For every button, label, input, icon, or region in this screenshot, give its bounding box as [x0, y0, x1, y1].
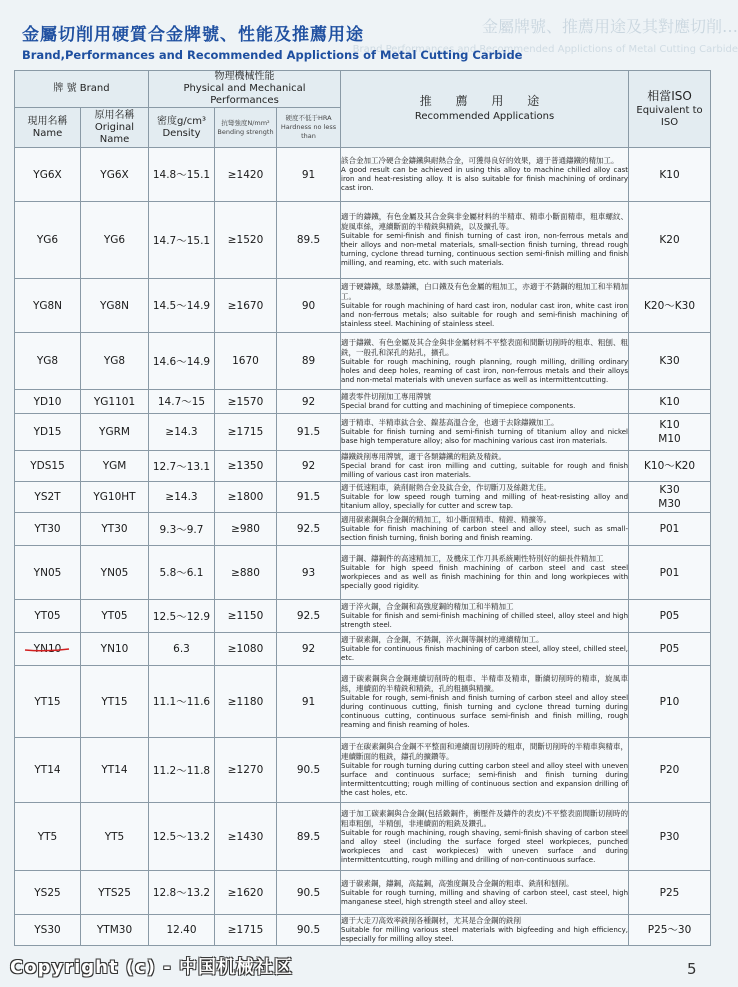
application-en: Suitable for finish turning and semi-finish turning of titanium alloy and nickel base high temperature alloy; also for machining various cast iron materials. — [341, 428, 629, 445]
brand-group-header — [15, 71, 149, 108]
iso-cell: P10 — [629, 666, 711, 738]
name-cell: YD15 — [15, 414, 81, 451]
density-cell: ≥14.3 — [149, 482, 215, 513]
original-name-cell: YN10 — [81, 633, 149, 666]
phys-group-header — [149, 71, 341, 108]
table-row — [15, 915, 711, 946]
density-cell: 14.6～14.9 — [149, 333, 215, 390]
application-cell — [341, 738, 629, 803]
application-en: Special brand for cast iron milling and cutting, suitable for rough and finish milling of various cast iron materials. — [341, 462, 629, 479]
application-cell — [341, 451, 629, 482]
name-cell: YT30 — [15, 513, 81, 546]
iso-cell: K30 M30 — [629, 482, 711, 513]
density-cell: 14.7～15 — [149, 390, 215, 414]
iso-cell: P01 — [629, 546, 711, 600]
bending-cell: ≥1350 — [215, 451, 277, 482]
iso-cell: K20～K30 — [629, 279, 711, 333]
iso-cn: 相當ISO — [647, 88, 692, 103]
iso-cell: P05 — [629, 633, 711, 666]
bending-cell: ≥1270 — [215, 738, 277, 803]
application-cell — [341, 414, 629, 451]
copyright-watermark: Copyright (c) - 中国机械社区 — [10, 957, 293, 978]
table-row — [15, 666, 711, 738]
name-cell: YT15 — [15, 666, 81, 738]
application-en: Suitable for rough turning during cutting carbon steel and alloy steel with uneven surface and continuous surface; semi-finish and finish turning during intermittentcutting; rough milling of continuous section and expansion drilling of the cast holes, etc. — [341, 762, 629, 797]
iso-cell: K10 M10 — [629, 414, 711, 451]
page-title: 金屬切削用硬質合金牌號、性能及推薦用途 — [22, 25, 364, 45]
original-name-cell: YT30 — [81, 513, 149, 546]
name-cell: YDS15 — [15, 451, 81, 482]
ghost-title-cn: 金屬牌號、推薦用途及其對應切削… — [481, 17, 738, 36]
application-cell — [341, 871, 629, 915]
hardness-en: Hardness no less than — [280, 123, 337, 140]
application-en: Suitable for continuous finish machining of carbon steel, alloy steel, chilled steel, etc. — [341, 645, 629, 662]
hardness-cell: 89.5 — [277, 202, 341, 279]
density-cell: 12.40 — [149, 915, 215, 946]
density-cell: 14.7～15.1 — [149, 202, 215, 279]
application-cn: 適于大走刀高效率銑削各種鋼材，尤其是合金鋼的銑削 — [341, 916, 522, 925]
ghost-title-en: Brand,Performances and Recommended Applictions of Metal Cutting Carbide — [352, 44, 738, 55]
application-en: Suitable for semi-finish and finish turning of cast iron, non-ferrous metals and their alloys and non-metal materials, small-section finish turning, thread rough turning, cyclone thread turning, continuous section semi-finish milling and finish milling, and reaming, etc. with such materials. — [341, 232, 629, 267]
table-row — [15, 333, 711, 390]
application-cell — [341, 390, 629, 414]
rec-cn: 推 薦 用 途 — [419, 94, 550, 108]
original-name-cell: YG1101 — [81, 390, 149, 414]
bending-cell: ≥980 — [215, 513, 277, 546]
iso-cell: K10 — [629, 148, 711, 202]
name-cell: YS30 — [15, 915, 81, 946]
application-cn: 適于碳素鋼，合金鋼，不銹鋼，淬火鋼等鋼材的連續精加工。 — [341, 635, 544, 644]
table-row — [15, 390, 711, 414]
table-row — [15, 279, 711, 333]
iso-cell: P05 — [629, 600, 711, 633]
iso-cell: P20 — [629, 738, 711, 803]
iso-en: Equivalent to ISO — [636, 104, 703, 128]
application-en: Suitable for low speed rough turning and milling of heat-resisting alloy and titanium alloy, specially for cutter and screw tap. — [341, 493, 629, 510]
application-cn: 適于鋼、鑄鋼件的高速精加工，及機床工作刀具系統剛性特別好的細長件精加工 — [341, 554, 604, 563]
application-en: A good result can be achieved in using this alloy to machine chilled alloy cast iron and heat-resisting alloy. It is also suitable for finish machining of ordinary cast iron. — [341, 166, 629, 192]
red-underline-mark — [24, 648, 70, 652]
application-cn: 適于的鑄鐵，有色金屬及其合金與非金屬材料的半精車、精車小斷面精車，粗車螺紋、旋風車絲，連續斷面的半精銑與精銑，以及擴孔等。 — [341, 212, 629, 231]
application-cn: 適于低速粗車，銑削耐熱合金及鈦合金，作切斷刀及絲錐尤佳。 — [341, 483, 552, 492]
original-name-cell: YG6 — [81, 202, 149, 279]
hardness-cn: 硬度不低于HRA — [285, 114, 332, 122]
table-row — [15, 451, 711, 482]
original-name-cell: YGM — [81, 451, 149, 482]
hardness-cell: 91.5 — [277, 414, 341, 451]
table-row — [15, 600, 711, 633]
application-en: Suitable for rough, semi-finish and finish turning of carbon steel and alloy steel during continuous cutting, finish turning and cyclone thread turning during continuous cutting, continuous surface semi-finish and finish milling, rough reaming and finish reaming of holes. — [341, 693, 629, 729]
application-cell — [341, 333, 629, 390]
iso-cell: P25～30 — [629, 915, 711, 946]
application-cell — [341, 633, 629, 666]
density-cell: 5.8～6.1 — [149, 546, 215, 600]
table-row — [15, 513, 711, 546]
density-cell: ≥14.3 — [149, 414, 215, 451]
table-row — [15, 871, 711, 915]
iso-cell: K10 — [629, 390, 711, 414]
original-name-cell: YGRM — [81, 414, 149, 451]
original-name-cell: YT05 — [81, 600, 149, 633]
application-en: Suitable for finish and semi-finish machining of chilled steel, alloy steel and high strength steel. — [341, 612, 629, 629]
hardness-header — [277, 108, 341, 148]
bending-cell: ≥1570 — [215, 390, 277, 414]
bending-cell: ≥1670 — [215, 279, 277, 333]
application-en: Suitable for finish machining of carbon steel and alloy steel, such as small-section finish turning, finish boring and finish reaming. — [341, 525, 629, 542]
carbide-table — [14, 70, 711, 946]
density-cn: 密度g/cm³ — [157, 115, 206, 127]
orig-cn: 原用名稱 — [94, 109, 135, 121]
hardness-cell: 93 — [277, 546, 341, 600]
table-row — [15, 202, 711, 279]
hardness-cell: 90.5 — [277, 915, 341, 946]
name-cell: YS25 — [15, 871, 81, 915]
bending-cell: ≥1430 — [215, 803, 277, 871]
application-cn: 鐘表零件切削加工專用牌號 — [341, 392, 432, 401]
original-name-cell: YT15 — [81, 666, 149, 738]
original-name-cell: YG6X — [81, 148, 149, 202]
application-cn: 適于碳素鋼與合金鋼連續切削時的粗車、半精車及精車，斷續切削時的精車，旋風車絲，連續面的半精銑和精銑，孔的粗擴與精擴。 — [341, 673, 629, 693]
density-cell: 12.8～13.2 — [149, 871, 215, 915]
iso-cell: K20 — [629, 202, 711, 279]
name-cell: YG8 — [15, 333, 81, 390]
hardness-cell: 89.5 — [277, 803, 341, 871]
hardness-cell: 90 — [277, 279, 341, 333]
iso-cell: P01 — [629, 513, 711, 546]
hardness-cell: 92 — [277, 451, 341, 482]
density-cell: 12.5～12.9 — [149, 600, 215, 633]
phys-group-en: Physical and Mechanical Performances — [183, 83, 306, 106]
density-cell: 9.3～9.7 — [149, 513, 215, 546]
density-cell: 14.5～14.9 — [149, 279, 215, 333]
hardness-cell: 92.5 — [277, 513, 341, 546]
bending-cell: ≥1620 — [215, 871, 277, 915]
application-cn: 適于淬火鋼，合金鋼和高強度鋼的精加工和半精加工 — [341, 602, 514, 611]
bending-cell: ≥1180 — [215, 666, 277, 738]
application-cn: 適用碳素鋼與合金鋼的精加工，如小斷面精車、精鏜、精擴等。 — [341, 515, 552, 524]
original-name-cell: YG10HT — [81, 482, 149, 513]
original-name-cell: YTS25 — [81, 871, 149, 915]
application-cell — [341, 513, 629, 546]
application-cell — [341, 666, 629, 738]
name-cell: YG8N — [15, 279, 81, 333]
hardness-cell: 92 — [277, 390, 341, 414]
density-cell: 12.7～13.1 — [149, 451, 215, 482]
name-cell: YD10 — [15, 390, 81, 414]
application-cell — [341, 600, 629, 633]
table-row — [15, 738, 711, 803]
hardness-cell: 91 — [277, 148, 341, 202]
orig-en: Original Name — [94, 121, 135, 145]
application-cell — [341, 482, 629, 513]
hardness-cell: 89 — [277, 333, 341, 390]
density-cell: 12.5～13.2 — [149, 803, 215, 871]
table-row — [15, 482, 711, 513]
application-cn: 適于碳素鋼，鑄鋼，高錳鋼，高強度鋼及合金鋼的粗車、銑削和刨削。 — [341, 878, 574, 888]
bending-cell: ≥880 — [215, 546, 277, 600]
table-body — [15, 148, 711, 946]
hardness-cell: 91 — [277, 666, 341, 738]
bending-cn: 抗彎強度N/mm² — [221, 118, 270, 127]
name-cell: YG6 — [15, 202, 81, 279]
original-name-cell: YG8 — [81, 333, 149, 390]
table-row — [15, 414, 711, 451]
name-cell: YT14 — [15, 738, 81, 803]
hardness-cell: 92.5 — [277, 600, 341, 633]
application-en: Suitable for high speed finish machining of carbon steel and cast steel workpieces and as well as finish machining for thin and long workpieces with specially good rigidity. — [341, 564, 629, 590]
original-name-cell: YT14 — [81, 738, 149, 803]
application-cell — [341, 803, 629, 871]
density-header — [149, 108, 215, 148]
iso-header — [629, 71, 711, 148]
application-cell — [341, 546, 629, 600]
name-cell: YT5 — [15, 803, 81, 871]
table-row — [15, 546, 711, 600]
page-subtitle: Brand,Performances and Recommended Applictions of Metal Cutting Carbide — [22, 48, 523, 62]
application-en: Special brand for cutting and machining of timepiece components. — [341, 402, 576, 410]
iso-cell: K30 — [629, 333, 711, 390]
name-header — [15, 108, 81, 148]
table-row — [15, 148, 711, 202]
rec-en: Recommended Applications — [414, 111, 555, 122]
bending-cell: ≥1080 — [215, 633, 277, 666]
brand-group-label: 牌 號 Brand — [53, 83, 110, 94]
application-cn: 適于加工碳素鋼與合金鋼(包括鍛鋼件，衝壓件及鑄件的表皮)不平整表面間斷切削時的粗車粗刨，半精刨，非連續面的粗銑及鑽孔。 — [341, 808, 629, 828]
name-cell: YS2T — [15, 482, 81, 513]
iso-cell: P25 — [629, 871, 711, 915]
application-cell — [341, 148, 629, 202]
table-row — [15, 803, 711, 871]
density-cell: 11.1～11.6 — [149, 666, 215, 738]
bending-header — [215, 108, 277, 148]
bending-cell: ≥1520 — [215, 202, 277, 279]
density-cell: 14.8～15.1 — [149, 148, 215, 202]
hardness-cell: 90.5 — [277, 871, 341, 915]
name-cell: YG6X — [15, 148, 81, 202]
iso-cell: P30 — [629, 803, 711, 871]
application-cell — [341, 915, 629, 946]
bending-cell: ≥1420 — [215, 148, 277, 202]
name-cell: YN05 — [15, 546, 81, 600]
bending-en: Bending strength — [217, 127, 274, 136]
orig-header — [81, 108, 149, 148]
name-en: Name — [32, 127, 63, 139]
page-number: 5 — [687, 960, 697, 978]
name-cell: YT05 — [15, 600, 81, 633]
table-row — [15, 633, 711, 666]
application-en: Suitable for rough machining, rough planning, rough milling, drilling ordinary holes and deep holes, reaming of cast iron, non-ferrous metals and their alloys and non-metal materials with uneven surface as well as intermittentcutting. — [341, 357, 629, 384]
original-name-cell: YT5 — [81, 803, 149, 871]
phys-group-cn: 物理機械性能 — [214, 71, 275, 82]
hardness-cell: 91.5 — [277, 482, 341, 513]
bending-cell: ≥1715 — [215, 414, 277, 451]
name-cn: 現用名稱 — [27, 115, 68, 127]
application-cn: 該合金加工冷硬合金鑄鐵與耐熱合金，可獲得良好的效果，適于普通鑄鐵的精加工。 — [341, 156, 619, 165]
hardness-cell: 90.5 — [277, 738, 341, 803]
application-cn: 適于硬鑄鐵，球墨鑄鐵，白口鐵及有色金屬的粗加工，亦適于不銹鋼的粗加工和半精加工。 — [341, 282, 629, 301]
density-cell: 11.2～11.8 — [149, 738, 215, 803]
application-cn: 鑄鐵銑削專用牌號，適于各類鑄鐵的粗銑及精銑。 — [341, 452, 507, 461]
bending-cell: 1670 — [215, 333, 277, 390]
iso-cell: K10～K20 — [629, 451, 711, 482]
hardness-cell: 92 — [277, 633, 341, 666]
application-cell — [341, 279, 629, 333]
application-en: Suitable for rough machining, rough shaving, semi-finish shaving of carbon steel and alloy steel (including the surface forged steel workpieces, punched workpieces and cast workpieces) with uneven surface and during intermittentcutting, rough milling and drilling of non-continuous surface. — [341, 828, 629, 864]
density-cell: 6.3 — [149, 633, 215, 666]
bending-cell: ≥1150 — [215, 600, 277, 633]
application-cn: 適于在碳素鋼與合金鋼不平整面和連續面切削時的粗車，間斷切削時的半精車與精車，連續斷面的粗銑，鑄孔的擴鑽等。 — [341, 742, 629, 761]
original-name-cell: YTM30 — [81, 915, 149, 946]
application-cn: 適于精車、半精車鈦合金、鎳基高溫合金，也適于去除鑄鐵加工。 — [341, 418, 559, 427]
bending-cell: ≥1715 — [215, 915, 277, 946]
application-en: Suitable for rough turning, milling and shaving of carbon steel, cast steel, high manganese steel, high strength steel and alloy steel. — [341, 888, 629, 906]
original-name-cell: YG8N — [81, 279, 149, 333]
application-en: Suitable for milling various steel materials with bigfeeding and high efficiency, especially for milling alloy steel. — [341, 926, 629, 943]
name-cell: YN10 — [15, 633, 81, 666]
recommended-header — [341, 71, 629, 148]
bending-cell: ≥1800 — [215, 482, 277, 513]
density-en: Density — [162, 127, 201, 139]
application-cell — [341, 202, 629, 279]
original-name-cell: YN05 — [81, 546, 149, 600]
application-cn: 適于鑄鐵、有色金屬及其合金與非金屬材料不平整表面和間斷切削時的粗車、粗刨、粗銑，一般孔和深孔的鉆孔，擴孔。 — [341, 337, 629, 357]
application-en: Suitable for rough machining of hard cast iron, nodular cast iron, white cast iron and non-ferrous metals; also suitable for rough and semi-finish machining of stainless steel. Machining of stainless steel. — [341, 302, 629, 328]
